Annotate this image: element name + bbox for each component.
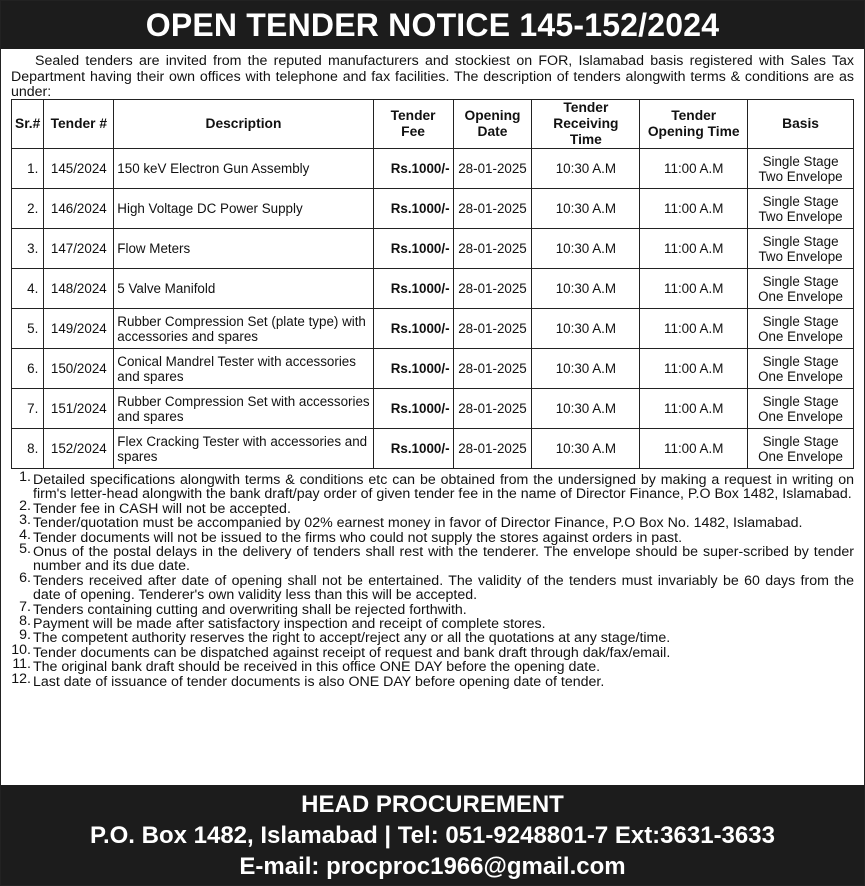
term-number: 2.: [19, 497, 31, 514]
cell-sr: 2.: [12, 189, 44, 229]
cell-tender: 150/2024: [44, 349, 114, 389]
term-text: Last date of issuance of tender documents is also ONE DAY before opening date of tender.: [33, 673, 605, 690]
cell-fee: Rs.1000/-: [373, 309, 453, 349]
term-item: [11, 541, 854, 575]
basis-stage: Single Stage: [762, 273, 839, 289]
cell-basis: [748, 149, 854, 189]
cell-tender: 148/2024: [44, 269, 114, 309]
table-row: [12, 149, 854, 189]
col-basis: Basis: [748, 100, 854, 149]
col-opening-line2: Date: [477, 124, 508, 139]
cell-fee: Rs.1000/-: [373, 229, 453, 269]
cell-opening-time: 11:00 A.M: [640, 269, 748, 309]
cell-description: 5 Valve Manifold: [114, 269, 373, 309]
cell-opening-date: 28-01-2025: [453, 149, 532, 189]
cell-opening-date: 28-01-2025: [453, 269, 532, 309]
term-item: [11, 469, 854, 503]
cell-fee: Rs.1000/-: [373, 149, 453, 189]
term-item: [11, 656, 854, 676]
basis-envelope: One Envelope: [758, 288, 843, 304]
table-row: [12, 429, 854, 469]
table-row: [12, 389, 854, 429]
cell-opening-date: 28-01-2025: [453, 229, 532, 269]
footer-office: HEAD PROCUREMENT: [301, 791, 564, 818]
cell-receiving-time: 10:30 A.M: [532, 389, 640, 429]
col-tender: Tender #: [44, 100, 114, 149]
cell-receiving-time: 10:30 A.M: [532, 429, 640, 469]
cell-basis: [748, 429, 854, 469]
cell-basis: [748, 309, 854, 349]
cell-sr: 3.: [12, 229, 44, 269]
col-opening-line1: Opening: [464, 108, 521, 123]
term-text: Tenders received after date of opening shall not be entertained. The validity of the tenders must invariably be 60 days from the date of opening. Tenderer's own validity less than this will be accepted.: [33, 572, 854, 604]
cell-description: 150 keV Electron Gun Assembly: [114, 149, 373, 189]
term-item: [11, 641, 854, 661]
term-number: 3.: [19, 512, 31, 529]
term-text: The competent authority reserves the right to accept/reject any or all the quotations at any stage/time.: [33, 630, 671, 647]
col-opentime-line1: Tender: [671, 108, 717, 123]
term-item: [11, 526, 854, 546]
basis-envelope: One Envelope: [758, 368, 843, 384]
cell-sr: 7.: [12, 389, 44, 429]
col-fee-line1: Tender: [390, 108, 436, 123]
notice-title: OPEN TENDER NOTICE 145-152/2024: [1, 1, 864, 49]
cell-receiving-time: 10:30 A.M: [532, 349, 640, 389]
basis-stage: Single Stage: [762, 193, 839, 209]
cell-opening-time: 11:00 A.M: [640, 389, 748, 429]
table-row: [12, 269, 854, 309]
basis-envelope: One Envelope: [758, 328, 843, 344]
cell-receiving-time: 10:30 A.M: [532, 269, 640, 309]
term-text: Tender/quotation must be accompanied by 02% earnest money in favor of Director Finance, P.O Box No. 1482, Islamabad.: [33, 515, 803, 532]
cell-fee: Rs.1000/-: [373, 429, 453, 469]
cell-description: Flex Cracking Tester with accessories and spares: [114, 429, 373, 469]
term-number: 6.: [19, 569, 31, 586]
cell-description: Flow Meters: [114, 229, 373, 269]
cell-opening-time: 11:00 A.M: [640, 149, 748, 189]
cell-description: High Voltage DC Power Supply: [114, 189, 373, 229]
basis-stage: Single Stage: [762, 393, 839, 409]
term-item: [11, 627, 854, 647]
cell-tender: 152/2024: [44, 429, 114, 469]
col-opening-time: [640, 100, 748, 149]
cell-opening-date: 28-01-2025: [453, 349, 532, 389]
cell-opening-time: 11:00 A.M: [640, 429, 748, 469]
cell-opening-date: 28-01-2025: [453, 389, 532, 429]
cell-tender: 147/2024: [44, 229, 114, 269]
term-number: 11.: [12, 656, 31, 673]
term-text: The original bank draft should be received in this office ONE DAY before the opening date.: [33, 659, 601, 676]
col-receiving-time: [532, 100, 640, 149]
cell-description: Rubber Compression Set with accessories and spares: [114, 389, 373, 429]
term-number: 12.: [11, 670, 31, 687]
table-row: [12, 229, 854, 269]
term-number: 7.: [19, 598, 31, 615]
cell-opening-time: 11:00 A.M: [640, 349, 748, 389]
cell-tender: 146/2024: [44, 189, 114, 229]
col-opentime-line2: Opening Time: [647, 124, 740, 139]
cell-description: Conical Mandrel Tester with accessories and spares: [114, 349, 373, 389]
basis-envelope: Two Envelope: [758, 168, 843, 184]
basis-stage: Single Stage: [762, 313, 839, 329]
footer: [1, 785, 864, 885]
cell-sr: 1.: [12, 149, 44, 189]
col-sr: Sr.#: [12, 100, 44, 149]
intro-paragraph: Sealed tenders are invited from the reputed manufacturers and stockiest on FOR, Islamabad basis registered with Sales Tax Department having their own offices with telephone and fax facilities. The description of tenders alongwith terms & conditions are as under:: [11, 53, 854, 100]
cell-tender: 151/2024: [44, 389, 114, 429]
cell-receiving-time: 10:30 A.M: [532, 309, 640, 349]
cell-sr: 6.: [12, 349, 44, 389]
cell-tender: 145/2024: [44, 149, 114, 189]
terms-list: [1, 469, 864, 690]
cell-tender: 149/2024: [44, 309, 114, 349]
basis-stage: Single Stage: [762, 433, 839, 449]
term-number: 9.: [19, 627, 31, 644]
col-description: Description: [114, 100, 373, 149]
cell-description: Rubber Compression Set (plate type) with accessories and spares: [114, 309, 373, 349]
footer-address: P.O. Box 1482, Islamabad | Tel: 051-9248801-7 Ext:3631-3633: [90, 822, 775, 849]
cell-opening-time: 11:00 A.M: [640, 189, 748, 229]
term-text: Payment will be made after satisfactory inspection and receipt of complete stores.: [33, 616, 546, 633]
col-opening-date: [453, 100, 532, 149]
table-row: [12, 189, 854, 229]
cell-fee: Rs.1000/-: [373, 269, 453, 309]
col-receiving-line1: Tender: [563, 100, 609, 115]
term-number: 8.: [19, 613, 31, 630]
cell-sr: 5.: [12, 309, 44, 349]
term-item: [11, 670, 854, 690]
basis-stage: Single Stage: [762, 233, 839, 249]
term-item: [11, 569, 854, 604]
table-header-row: [12, 100, 854, 149]
cell-fee: Rs.1000/-: [373, 349, 453, 389]
cell-fee: Rs.1000/-: [373, 389, 453, 429]
table-row: [12, 309, 854, 349]
col-fee-line2: Fee: [401, 124, 425, 139]
term-number: 1.: [19, 469, 31, 485]
cell-opening-date: 28-01-2025: [453, 309, 532, 349]
cell-basis: [748, 189, 854, 229]
term-item: [11, 598, 854, 618]
term-number: 4.: [19, 526, 31, 543]
cell-receiving-time: 10:30 A.M: [532, 149, 640, 189]
term-text: Tender fee in CASH will not be accepted.: [33, 500, 291, 517]
cell-opening-time: 11:00 A.M: [640, 229, 748, 269]
term-number: 5.: [19, 541, 31, 558]
cell-opening-time: 11:00 A.M: [640, 309, 748, 349]
term-text: Detailed specifications alongwith terms & conditions etc can be obtained from the undersigned by making a request in writing on firm's letter-head alongwith the bank draft/pay order of given tender fee in the name of Director Finance, P.O Box 1482, Islamabad.: [33, 472, 854, 503]
basis-envelope: Two Envelope: [758, 208, 843, 224]
basis-envelope: Two Envelope: [758, 248, 843, 264]
table-row: [12, 349, 854, 389]
cell-basis: [748, 389, 854, 429]
cell-basis: [748, 269, 854, 309]
cell-sr: 8.: [12, 429, 44, 469]
col-fee: [373, 100, 453, 149]
cell-opening-date: 28-01-2025: [453, 189, 532, 229]
basis-envelope: One Envelope: [758, 408, 843, 424]
term-text: Tender documents will not be issued to the firms who could not supply the stores against orders in past.: [33, 529, 683, 546]
cell-receiving-time: 10:30 A.M: [532, 189, 640, 229]
term-text: Tenders containing cutting and overwriting shall be rejected forthwith.: [33, 601, 467, 618]
cell-opening-date: 28-01-2025: [453, 429, 532, 469]
cell-basis: [748, 229, 854, 269]
footer-email: E-mail: procproc1966@gmail.com: [239, 853, 626, 880]
term-item: [11, 613, 854, 633]
basis-stage: Single Stage: [762, 353, 839, 369]
basis-envelope: One Envelope: [758, 448, 843, 464]
tender-table: [11, 99, 854, 469]
term-text: Onus of the postal delays in the delivery of tenders shall rest with the tenderer. The envelope should be super-scribed by tender number and its due date.: [33, 544, 854, 575]
term-text: Tender documents can be dispatched against receipt of request and bank draft through dak/fax/email.: [33, 644, 671, 661]
cell-fee: Rs.1000/-: [373, 189, 453, 229]
cell-basis: [748, 349, 854, 389]
cell-sr: 4.: [12, 269, 44, 309]
term-item: [11, 512, 854, 532]
cell-receiving-time: 10:30 A.M: [532, 229, 640, 269]
term-item: [11, 497, 854, 517]
basis-stage: Single Stage: [762, 153, 839, 169]
col-receiving-line2: Receiving Time: [553, 116, 619, 147]
term-number: 10.: [11, 641, 31, 658]
